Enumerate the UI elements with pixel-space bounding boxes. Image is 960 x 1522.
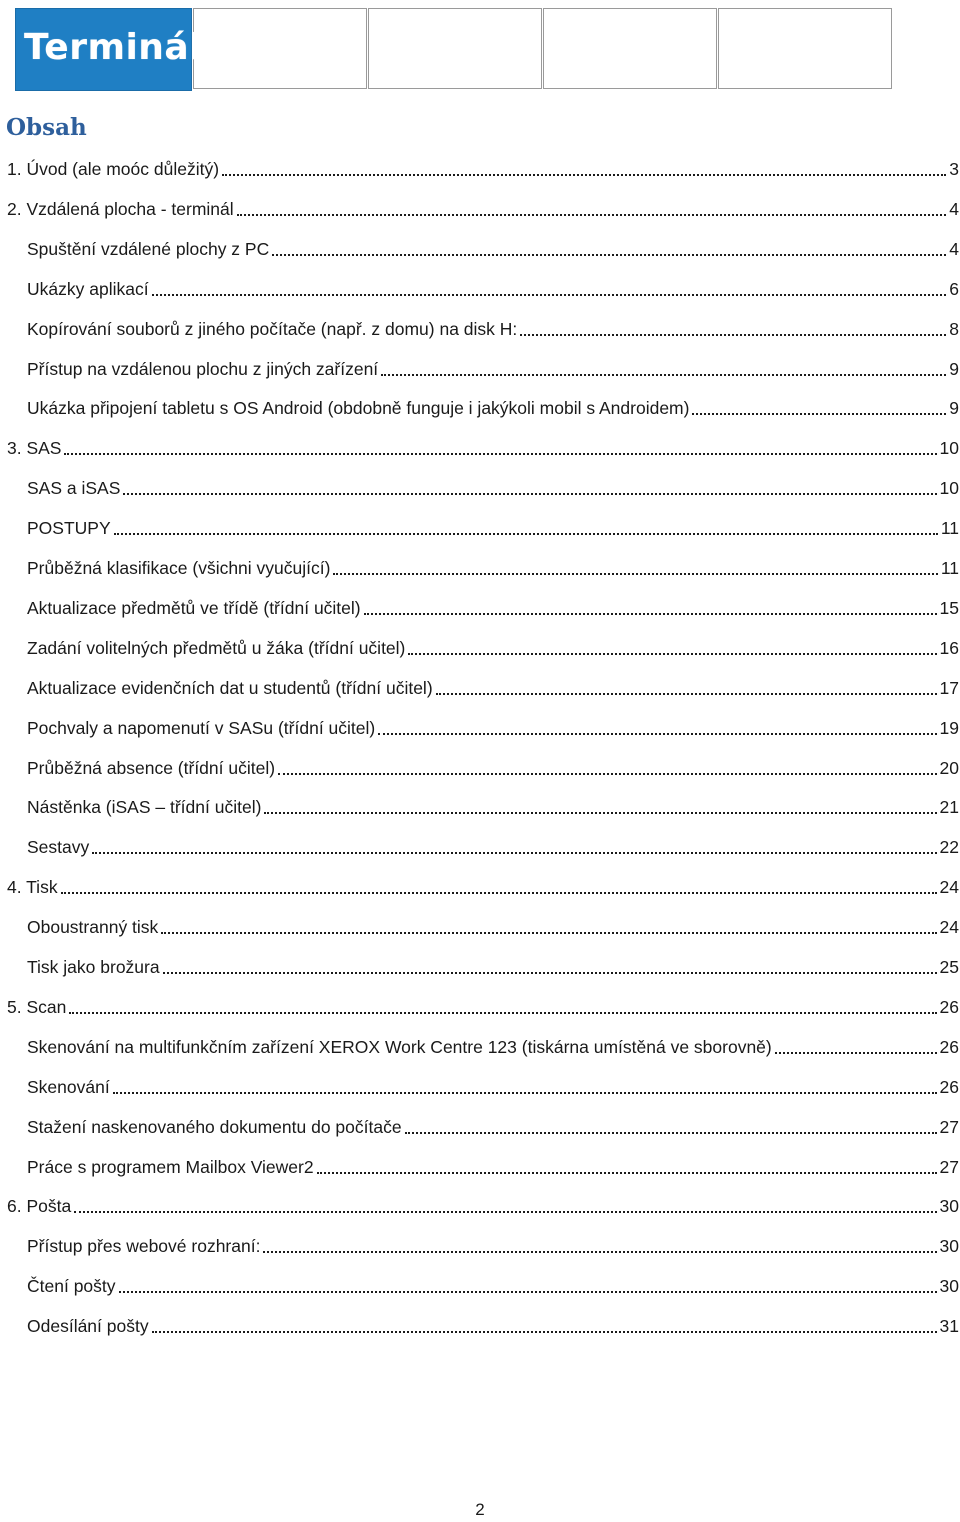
- toc-entry[interactable]: [0, 385, 960, 419]
- toc-entry-label: Aktualizace předmětů ve třídě (třídní učitel): [27, 597, 361, 618]
- toc-entry-page: 9: [949, 398, 959, 419]
- toc-entry[interactable]: [0, 425, 960, 459]
- toc-leader-dots: [61, 891, 937, 894]
- toc-leader-dots: [317, 1171, 937, 1174]
- toc-leader-dots: [64, 452, 936, 455]
- toc-entry-label: Tisk jako brožura: [27, 957, 160, 977]
- toc-leader-dots: [436, 692, 937, 695]
- toc-entry-page: 19: [939, 717, 959, 738]
- toc-entry[interactable]: [0, 944, 960, 978]
- toc-leader-dots: [264, 811, 936, 814]
- toc-entry-label: Skenování: [27, 1076, 110, 1097]
- toc-entry-page: 25: [939, 957, 959, 977]
- page-number: 2: [475, 1500, 485, 1519]
- toc-entry-label: Aktualizace evidenčních dat u studentů (třídní učitel): [27, 677, 433, 698]
- toc-leader-dots: [222, 173, 946, 176]
- toc-entry-label: Přístup na vzdálenou plochu z jiných zařízení: [27, 358, 379, 379]
- toc-entry-page: 10: [939, 438, 959, 459]
- header-cell-blank-4: [718, 8, 892, 89]
- toc-leader-dots: [278, 772, 936, 775]
- toc-entry-label: Kopírování souborů z jiného počítače (např. z domu) na disk H:: [27, 318, 518, 339]
- toc-leader-dots: [152, 293, 947, 296]
- toc-entry-page: 6: [949, 278, 959, 299]
- header-table: [15, 8, 893, 91]
- toc-entry-label: Práce s programem Mailbox Viewer2: [27, 1156, 314, 1177]
- toc-entry-label: Skenování na multifunkčním zařízení XEROX Work Centre 123 (tiskárna umístěná ve sborovně): [27, 1036, 772, 1057]
- toc-entry[interactable]: [0, 585, 960, 619]
- toc-entry[interactable]: [0, 665, 960, 699]
- toc-leader-dots: [123, 492, 936, 495]
- toc-entry[interactable]: [0, 1064, 960, 1098]
- toc-entry-label: Sestavy: [27, 837, 90, 858]
- toc-entry[interactable]: [0, 984, 960, 1018]
- toc-entry[interactable]: [0, 146, 960, 180]
- toc-entry-page: 15: [939, 597, 959, 618]
- toc-leader-dots: [237, 213, 947, 216]
- toc-entry-page: 4: [949, 198, 959, 219]
- toc-entry[interactable]: [0, 1183, 960, 1217]
- toc-entry-label: 4. Tisk: [7, 877, 58, 898]
- toc-entry-page: 22: [939, 837, 959, 858]
- toc-entry-label: Průběžná klasifikace (všichni vyučující): [27, 558, 331, 578]
- toc-entry-label: Průběžná absence (třídní učitel): [27, 757, 276, 778]
- toc-entry-page: 30: [939, 1236, 959, 1257]
- toc-entry-label: Přístup přes webové rozhraní:: [27, 1236, 261, 1257]
- toc-entry-page: 21: [939, 797, 959, 818]
- toc-entry-page: 27: [939, 1116, 959, 1137]
- toc-entry-label: Čtení pošty: [27, 1276, 116, 1297]
- toc-leader-dots: [408, 652, 936, 655]
- header-cell-blank-1: [193, 8, 367, 89]
- toc-entry-page: 10: [939, 478, 959, 499]
- toc-leader-dots: [74, 1210, 936, 1213]
- toc-leader-dots: [113, 1091, 937, 1094]
- toc-entry-page: 30: [939, 1276, 959, 1297]
- toc-entry[interactable]: [0, 266, 960, 300]
- toc-leader-dots: [119, 1290, 937, 1293]
- header-cell-blank-3: [543, 8, 717, 89]
- toc-entry-page: 24: [939, 877, 959, 898]
- toc-entry-label: POSTUPY: [27, 518, 111, 539]
- toc-entry-page: 3: [949, 159, 959, 179]
- toc-entry-label: 6. Pošta: [7, 1196, 72, 1217]
- toc-entry-label: Nástěnka (iSAS – třídní učitel): [27, 797, 262, 818]
- toc-entry-label: Stažení naskenovaného dokumentu do počítače: [27, 1116, 402, 1137]
- toc-entry[interactable]: [0, 1024, 960, 1058]
- toc-entry-page: 24: [939, 917, 959, 938]
- toc-entry-page: 4: [949, 238, 959, 259]
- logo-text: Terminál: [24, 27, 203, 68]
- toc-leader-dots: [520, 333, 946, 336]
- toc-entry-label: Spuštění vzdálené plochy z PC: [27, 238, 270, 259]
- header-cell-blank-2: [368, 8, 542, 89]
- toc-title: Obsah: [6, 114, 87, 141]
- toc-entry-page: 11: [940, 558, 959, 578]
- toc-leader-dots: [378, 732, 936, 735]
- toc-leader-dots: [364, 612, 937, 615]
- toc-entry[interactable]: [0, 625, 960, 659]
- toc-entry-page: 26: [939, 1076, 959, 1097]
- toc-entry[interactable]: [0, 186, 960, 220]
- toc-entry[interactable]: [0, 1263, 960, 1297]
- logo: [15, 8, 203, 91]
- toc-entry[interactable]: [0, 824, 960, 858]
- toc-entry-page: 8: [949, 318, 959, 339]
- toc-entry-page: 20: [939, 757, 959, 778]
- toc-entry-page: 31: [939, 1316, 959, 1337]
- toc-entry-page: 26: [939, 996, 959, 1017]
- toc-entry-label: Ukázky aplikací: [27, 278, 149, 299]
- toc-entry-label: Zadání volitelných předmětů u žáka (třídní učitel): [27, 637, 406, 658]
- toc-entry[interactable]: [0, 1144, 960, 1178]
- toc-leader-dots: [775, 1051, 937, 1054]
- toc-leader-dots: [405, 1131, 937, 1134]
- toc-entry-label: 3. SAS: [7, 438, 62, 459]
- toc-entry-label: Pochvaly a napomenutí v SASu (třídní učitel): [27, 717, 376, 738]
- toc-leader-dots: [381, 373, 946, 376]
- toc-entry-label: SAS a iSAS: [27, 478, 121, 499]
- toc-entry[interactable]: [0, 1223, 960, 1257]
- toc-leader-dots: [152, 1330, 937, 1333]
- toc-leader-dots: [333, 572, 937, 575]
- toc-entry[interactable]: [0, 465, 960, 499]
- toc-entry[interactable]: [0, 1303, 960, 1337]
- toc-entry-label: Oboustranný tisk: [27, 917, 159, 938]
- toc-entry-page: 17: [939, 677, 959, 698]
- toc-entry-page: 27: [939, 1156, 959, 1177]
- toc-entry[interactable]: [0, 745, 960, 779]
- toc-leader-dots: [161, 931, 936, 934]
- toc-entry-page: 9: [949, 358, 959, 379]
- toc-leader-dots: [92, 851, 936, 854]
- toc-entry-label: 5. Scan: [7, 996, 67, 1017]
- toc-entry[interactable]: [0, 346, 960, 380]
- toc-leader-dots: [692, 412, 946, 415]
- toc-entry-page: 26: [939, 1036, 959, 1057]
- toc-entry-label: Ukázka připojení tabletu s OS Android (obdobně funguje i jakýkoli mobil s Androidem): [27, 398, 690, 419]
- toc-leader-dots: [163, 971, 937, 974]
- toc-entry-page: 11: [940, 518, 959, 539]
- toc-entry[interactable]: [0, 306, 960, 340]
- toc-leader-dots: [272, 253, 946, 256]
- toc-leader-dots: [69, 1011, 936, 1014]
- toc-entry[interactable]: [0, 784, 960, 818]
- toc-leader-dots: [263, 1250, 936, 1253]
- toc-entry[interactable]: [0, 904, 960, 938]
- toc-entry-label: 1. Úvod (ale moóc důležitý): [7, 159, 220, 179]
- toc-entry[interactable]: [0, 505, 960, 539]
- toc-entry-label: 2. Vzdálená plocha - terminál: [7, 198, 234, 219]
- toc-entry[interactable]: [0, 864, 960, 898]
- toc-entry[interactable]: [0, 1104, 960, 1138]
- toc-entry-label: Odesílání pošty: [27, 1316, 149, 1337]
- toc-entry[interactable]: [0, 545, 960, 579]
- toc-entry-page: 30: [939, 1196, 959, 1217]
- toc-entry-page: 16: [939, 637, 959, 658]
- toc-leader-dots: [114, 532, 938, 535]
- toc-entry[interactable]: [0, 226, 960, 260]
- toc-entry[interactable]: [0, 705, 960, 739]
